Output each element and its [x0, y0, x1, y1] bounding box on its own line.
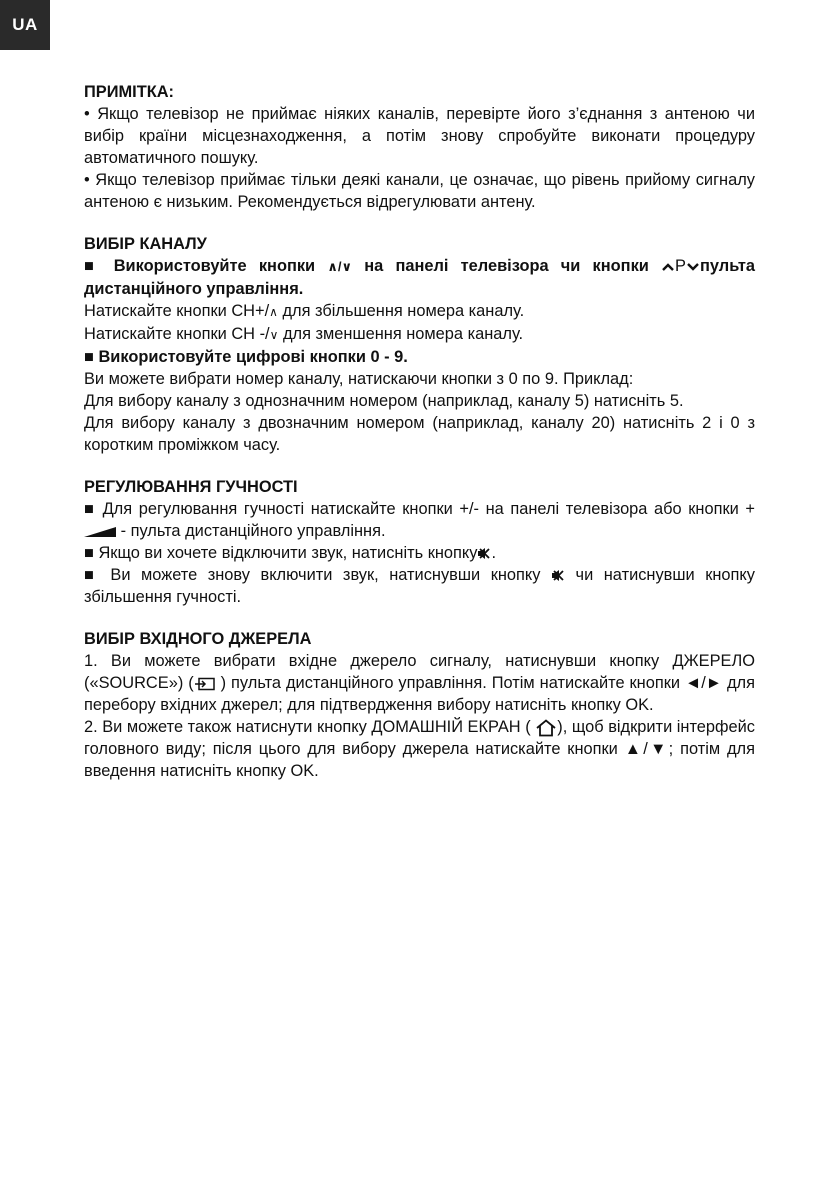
source-p1-text-b: ) пульта дистанційного управління. Потім натискайте кнопки [220, 674, 681, 692]
source-paragraph-2 [84, 716, 755, 782]
source-p2-text-c: ; потім для введення натисніть кнопку OK. [84, 740, 755, 780]
note-section [84, 81, 755, 213]
note-heading: ПРИМІТКА: [84, 83, 175, 101]
note-paragraph-1: • Якщо телевізор не приймає ніяких каналів, перевірте його з’єднання з антеною чи вибір країни місцезнаходження, а потім знову спробуйте виконати процедуру автоматичного пошуку. [84, 105, 755, 167]
channel-down-text: Натискайте кнопки CH -/ [84, 325, 270, 343]
channel-section [84, 233, 755, 456]
channel-up-line [84, 300, 755, 323]
mute-icon [477, 547, 491, 560]
chevron-up-icon [661, 262, 675, 272]
source-p2-text-b: ), щоб відкрити інтерфейс головного виду; після цього для вибору джерела натискайте кнопки [84, 718, 755, 758]
mute-line [84, 542, 755, 564]
chevron-down-icon [686, 262, 700, 272]
unmute-text: ■ Ви можете знову включити звук, натиснувши кнопку [84, 566, 541, 584]
channel-instr-mid: на панелі телевізора чи кнопки [364, 257, 649, 275]
program-p-label: P [675, 257, 686, 275]
mute-icon [551, 569, 565, 582]
left-right-arrows-symbol: ◄/► [685, 674, 722, 692]
source-input-icon [194, 677, 216, 691]
channel-buttons-instruction [84, 255, 755, 300]
channel-up-text-end: для збільшення номера каналу. [277, 302, 525, 320]
channel-down-line [84, 323, 755, 346]
up-down-symbol: ∧/∨ [327, 259, 353, 274]
source-p1-text-a: 1. Ви можете вибрати вхідне джерело сигналу, натиснувши кнопку ДЖЕРЕЛО («SOURCE») ( [84, 652, 755, 692]
channel-down-text-end: для зменшення номера каналу. [278, 325, 524, 343]
mute-text-end: . [491, 544, 497, 562]
language-badge: UA [0, 0, 50, 50]
double-digit-example: Для вибору каналу з двозначним номером (наприклад, каналу 20) натисніть 2 і 0 з коротким проміжком часу. [84, 414, 755, 454]
source-paragraph-1 [84, 650, 755, 716]
unmute-line [84, 564, 755, 608]
source-p2-text-a: 2. Ви можете також натиснути кнопку ДОМАШНІЙ ЕКРАН ( [84, 718, 531, 736]
mute-text: ■ Якщо ви хочете відключити звук, натисніть кнопку [84, 544, 478, 562]
digit-explanation: Ви можете вибрати номер каналу, натискаючи кнопки з 0 по 9. Приклад: [84, 370, 634, 388]
channel-instr-post: пульта дистанційного управління. [84, 257, 755, 298]
volume-adjust-line [84, 498, 755, 542]
volume-section [84, 476, 755, 608]
up-down-arrows-symbol: ▲/▼ [624, 740, 669, 758]
manual-content [84, 81, 755, 802]
caret-down-symbol: ∨ [269, 328, 279, 342]
volume-heading: РЕГУЛЮВАННЯ ГУЧНОСТІ [84, 478, 298, 496]
channel-up-text: Натискайте кнопки CH+/ [84, 302, 270, 320]
note-paragraph-2: • Якщо телевізор приймає тільки деякі канали, це означає, що рівень прийому сигналу антеною є низьким. Рекомендується відрегулювати антену. [84, 171, 755, 211]
volume-adjust-text-end: - пульта дистанційного управління. [120, 522, 386, 540]
caret-up-symbol: ∧ [269, 305, 278, 319]
single-digit-example: Для вибору каналу з однозначним номером (наприклад, каналу 5) натисніть 5. [84, 392, 684, 410]
volume-adjust-text: ■ Для регулювання гучності натискайте кнопки +/- на панелі телевізора або кнопки + [84, 500, 755, 518]
channel-instr-pre: ■ Використовуйте кнопки [84, 257, 316, 275]
source-heading: ВИБІР ВХІДНОГО ДЖЕРЕЛА [84, 630, 312, 648]
source-section [84, 628, 755, 782]
source-p1-text-c: для перебору вхідних джерел; для підтвердження вибору натисніть кнопку OK. [84, 674, 755, 714]
channel-heading: ВИБІР КАНАЛУ [84, 235, 207, 253]
digit-buttons-instruction: ■ Використовуйте цифрові кнопки 0 - 9. [84, 348, 408, 366]
unmute-text-end: чи натиснувши кнопку збільшення гучності. [84, 566, 755, 606]
volume-ramp-icon [84, 526, 116, 538]
home-icon [535, 719, 557, 737]
